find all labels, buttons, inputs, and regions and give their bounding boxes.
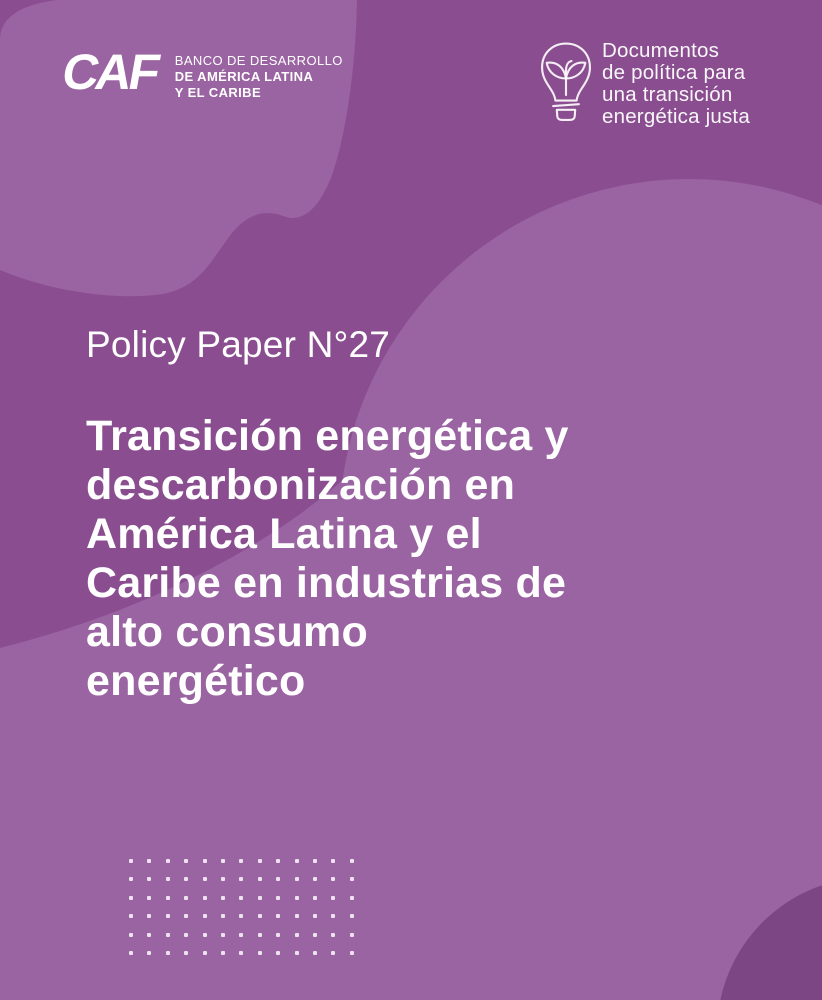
dot — [276, 877, 280, 881]
caf-logo-acronym: CAF — [58, 44, 162, 100]
dot — [221, 896, 225, 900]
dot — [239, 877, 243, 881]
caf-logo-line: BANCO DE DESARROLLO — [174, 53, 343, 68]
dot — [313, 951, 317, 955]
dot — [313, 896, 317, 900]
dot — [331, 933, 335, 937]
dot — [129, 877, 133, 881]
dot — [276, 859, 280, 863]
dot — [258, 896, 262, 900]
dot — [221, 877, 225, 881]
dot — [350, 933, 354, 937]
dot — [295, 896, 299, 900]
dot — [239, 896, 243, 900]
series-badge-line: energética justa — [602, 105, 750, 128]
dot — [129, 914, 133, 918]
dot — [221, 859, 225, 863]
title-line: Transición energética y — [86, 412, 569, 460]
dot — [239, 914, 243, 918]
dot — [166, 896, 170, 900]
dot — [239, 933, 243, 937]
series-badge-line: Documentos — [602, 39, 720, 62]
paper-number-label: Policy Paper N°27 — [86, 324, 391, 365]
series-badge — [602, 40, 750, 128]
dot — [129, 933, 133, 937]
dot — [221, 951, 225, 955]
dot — [147, 951, 151, 955]
dot — [276, 951, 280, 955]
dot — [331, 951, 335, 955]
dot — [203, 896, 207, 900]
dot — [313, 859, 317, 863]
dot — [350, 896, 354, 900]
dot — [350, 859, 354, 863]
dot — [258, 914, 262, 918]
dot — [331, 877, 335, 881]
dot — [350, 951, 354, 955]
lightbulb-sprout-icon — [531, 38, 601, 130]
title-line: Caribe en industrias de — [86, 559, 567, 607]
dot — [313, 877, 317, 881]
dot — [276, 896, 280, 900]
dot — [258, 877, 262, 881]
dot — [331, 914, 335, 918]
caf-logo-line: DE AMÉRICA LATINA — [174, 69, 314, 84]
dot — [313, 933, 317, 937]
title-line: América Latina y el — [86, 510, 482, 558]
dot — [331, 859, 335, 863]
dot — [203, 951, 207, 955]
dot — [313, 914, 317, 918]
dot — [184, 877, 188, 881]
dot — [295, 914, 299, 918]
title-line: alto consumo — [86, 608, 368, 656]
dot — [147, 933, 151, 937]
dot — [295, 951, 299, 955]
dot — [166, 859, 170, 863]
page-title — [86, 412, 646, 706]
caf-logo-text — [175, 46, 343, 101]
dot — [184, 933, 188, 937]
dot — [258, 933, 262, 937]
dot — [147, 877, 151, 881]
dot — [166, 951, 170, 955]
dot — [350, 914, 354, 918]
dot — [129, 896, 133, 900]
dot — [129, 859, 133, 863]
dot — [129, 951, 133, 955]
dot — [184, 896, 188, 900]
dot — [258, 859, 262, 863]
dot — [166, 914, 170, 918]
dot — [331, 896, 335, 900]
dot — [166, 933, 170, 937]
dot — [147, 914, 151, 918]
dot — [184, 951, 188, 955]
dot — [295, 877, 299, 881]
dot — [295, 933, 299, 937]
dot — [203, 933, 207, 937]
dot — [147, 859, 151, 863]
dot — [276, 914, 280, 918]
dot-grid — [129, 859, 354, 955]
dot — [221, 933, 225, 937]
dot — [350, 877, 354, 881]
dot — [276, 933, 280, 937]
title-line: energético — [86, 657, 306, 705]
dot — [166, 877, 170, 881]
dot — [184, 914, 188, 918]
dot — [221, 914, 225, 918]
dot — [203, 859, 207, 863]
dot — [295, 859, 299, 863]
dot — [258, 951, 262, 955]
dot — [239, 859, 243, 863]
dot — [203, 914, 207, 918]
dot — [239, 951, 243, 955]
caf-logo-line: Y EL CARIBE — [174, 85, 262, 100]
dot — [203, 877, 207, 881]
dot — [147, 896, 151, 900]
series-badge-line: una transición — [602, 83, 733, 106]
series-badge-line: de política para — [602, 61, 746, 84]
title-line: descarbonización en — [86, 461, 516, 509]
dot — [184, 859, 188, 863]
caf-logo — [58, 44, 343, 101]
